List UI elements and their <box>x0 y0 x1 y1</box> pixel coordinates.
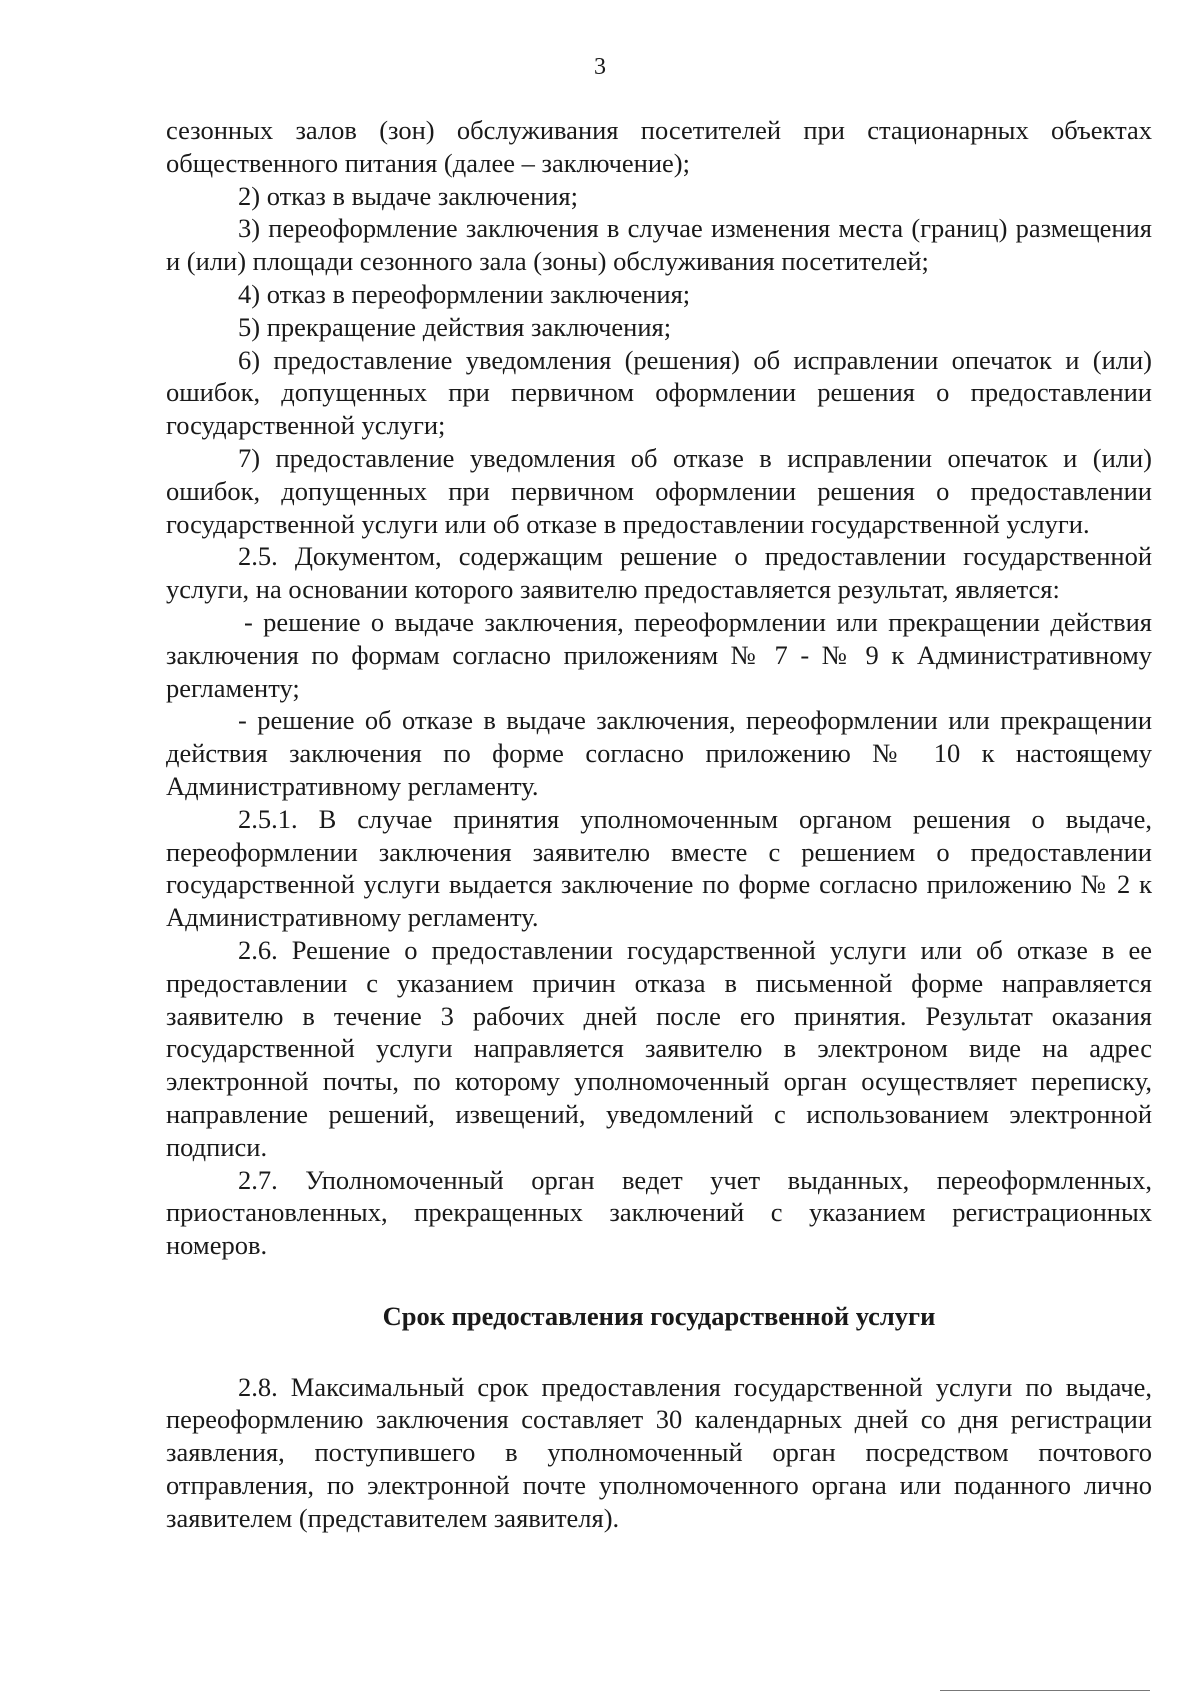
paragraph-intro: сезонных залов (зон) обслуживания посетителей при стационарных объектах общественного питания (далее – заключение); <box>166 115 1152 178</box>
scan-artifact-line <box>940 1690 1150 1691</box>
document-body <box>166 114 1152 1535</box>
clause-2-5: 2.5. Документом, содержащим решение о предоставлении государственной услуги, на основании которого заявителю предоставляется результат, является: <box>166 541 1152 605</box>
list-item-5: 5) прекращение действия заключения; <box>238 311 672 342</box>
list-item-2: 2) отказ в выдаче заключения; <box>238 180 578 211</box>
dash-item-2: - решение об отказе в выдаче заключения, переоформлении или прекращении действия заключения по форме согласно приложению № 10 к настоящему Административному регламенту. <box>166 705 1152 801</box>
list-item-7: 7) предоставление уведомления об отказе в исправлении опечаток и (или) ошибок, допущенных при первичном оформлении решения о предоставлении государственной услуги или об отказе в предоставлении государственной услуги. <box>166 442 1152 539</box>
list-item-3: 3) переоформление заключения в случае изменения места (границ) размещения и (или) площади сезонного зала (зоны) обслуживания посетителей; <box>166 213 1152 277</box>
dash-item-1: - решение о выдаче заключения, переоформлении или прекращении действия заключения по формам согласно приложениям № 7 - № 9 к Административному регламенту; <box>166 606 1152 703</box>
list-item-4: 4) отказ в переоформлении заключения; <box>238 278 691 309</box>
page-number: 3 <box>594 54 606 80</box>
section-heading: Срок предоставления государственной услуги <box>382 1300 936 1331</box>
clause-2-6: 2.6. Решение о предоставлении государственной услуги или об отказе в ее предоставлении с указанием причин отказа в письменной форме направляется заявителю в течение 3 рабочих дней после его принятия. Результат оказания государственной услуги направляется заявителю в электроном виде на адрес электронной почты, по которому уполномоченный орган осуществляет переписку, направление решений, извещений, уведомлений с использованием электронной подписи. <box>166 934 1152 1162</box>
clause-2-8: 2.8. Максимальный срок предоставления государственной услуги по выдаче, переоформлению заключения составляет 30 календарных дней со дня регистрации заявления, поступившего в уполномоченный орган посредством почтового отправления, по электронной почте уполномоченного органа или поданного лично заявителем (представителем заявителя). <box>166 1371 1152 1533</box>
clause-2-7: 2.7. Уполномоченный орган ведет учет выданных, переоформленных, приостановленных, прекращенных заключений с указанием регистрационных номеров. <box>166 1164 1152 1261</box>
clause-2-5-1: 2.5.1. В случае принятия уполномоченным органом решения о выдаче, переоформлении заключения заявителю вместе с решением о предоставлении государственной услуги выдается заключение по форме согласно приложению № 2 к Административному регламенту. <box>166 803 1152 933</box>
list-item-6: 6) предоставление уведомления (решения) об исправлении опечаток и (или) ошибок, допущенных при первичном оформлении решения о предоставлении государственной услуги; <box>166 344 1152 441</box>
